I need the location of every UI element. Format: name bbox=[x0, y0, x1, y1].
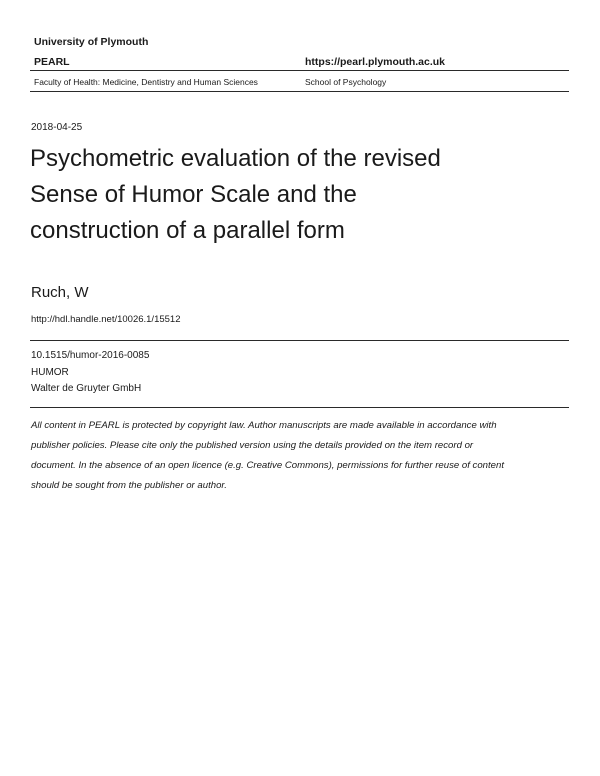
publication-divider-bottom bbox=[30, 407, 569, 408]
copyright-notice bbox=[31, 416, 571, 496]
repository-url[interactable]: https://pearl.plymouth.ac.uk bbox=[305, 56, 446, 68]
publication-date: 2018-04-25 bbox=[31, 122, 83, 133]
publisher-name: Walter de Gruyter GmbH bbox=[31, 383, 142, 394]
author-name: Ruch, W bbox=[31, 284, 89, 301]
school-name: School of Psychology bbox=[305, 77, 387, 87]
repository-name: PEARL bbox=[34, 56, 70, 68]
publication-divider-top bbox=[30, 340, 569, 341]
header-divider-bottom bbox=[30, 91, 569, 92]
copyright-notice-line: publisher policies. Please cite only the published version using the details provided on the item record or bbox=[31, 440, 474, 451]
handle-link[interactable]: http://hdl.handle.net/10026.1/15512 bbox=[31, 314, 181, 325]
journal-name: HUMOR bbox=[31, 367, 69, 378]
header-divider-top bbox=[30, 70, 569, 71]
paper-title-line: Psychometric evaluation of the revised bbox=[30, 145, 441, 172]
paper-title bbox=[30, 141, 560, 249]
paper-title-line: construction of a parallel form bbox=[30, 217, 345, 244]
copyright-notice-line: should be sought from the publisher or author. bbox=[31, 480, 227, 491]
faculty-name: Faculty of Health: Medicine, Dentistry and Human Sciences bbox=[34, 77, 258, 87]
copyright-notice-line: All content in PEARL is protected by copyright law. Author manuscripts are made available in accordance with bbox=[31, 420, 497, 431]
doi: 10.1515/humor-2016-0085 bbox=[31, 350, 150, 361]
institution-name: University of Plymouth bbox=[34, 36, 149, 48]
copyright-notice-line: document. In the absence of an open licence (e.g. Creative Commons), permissions for further reuse of content bbox=[31, 460, 505, 471]
paper-title-line: Sense of Humor Scale and the bbox=[30, 181, 357, 208]
